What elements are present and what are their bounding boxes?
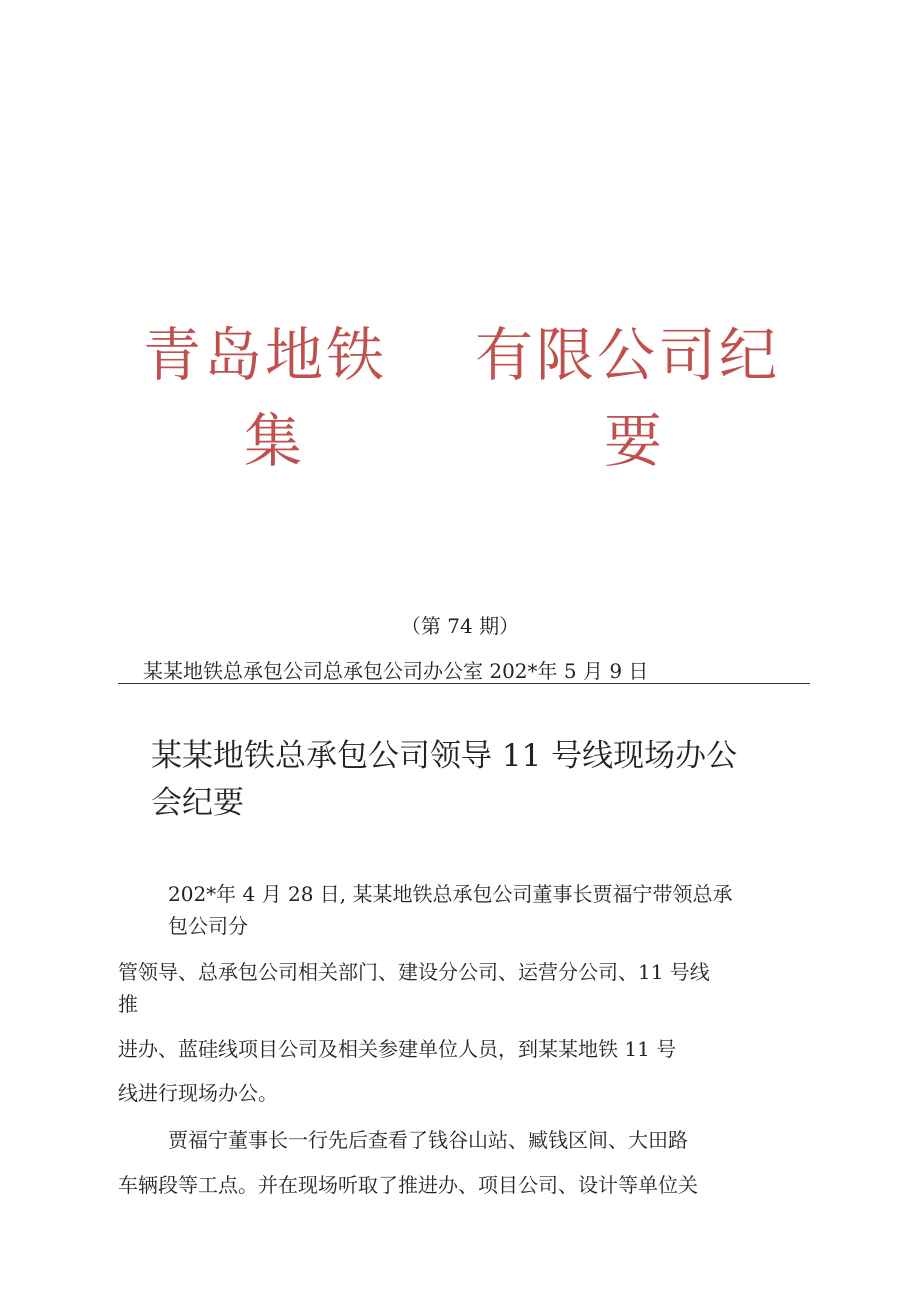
- document-title-line2: 会纪要: [151, 785, 244, 821]
- masthead-line2-left: 集: [244, 407, 303, 475]
- document-title-line1: 某某地铁总承包公司领导 11 号线现场办公: [151, 738, 738, 774]
- paragraph-line: 202*年 4 月 28 日, 某某地铁总承包公司董事长贾福宁带领总承: [168, 882, 733, 906]
- masthead-line1-right: 有限公司纪: [475, 321, 781, 389]
- issuer-date-line: 某某地铁总承包公司总承包公司办公室 202*年 5 月 9 日: [143, 659, 649, 683]
- issue-number: （第 74 期）: [400, 614, 520, 638]
- masthead-line2-right: 要: [604, 407, 663, 475]
- paragraph-line: 车辆段等工点。并在现场听取了推进办、项目公司、设计等单位关: [118, 1173, 698, 1197]
- paragraph-line: 线进行现场办公。: [118, 1081, 278, 1105]
- paragraph-line: 进办、蓝硅线项目公司及相关参建单位人员，到某某地铁 11 号: [118, 1037, 677, 1061]
- paragraph-line: 管领导、总承包公司相关部门、建设分公司、运营分公司、11 号线: [118, 960, 710, 984]
- masthead-line1-left: 青岛地铁: [143, 321, 388, 389]
- paragraph-line: 包公司分: [168, 914, 248, 938]
- paragraph-line: 贾福宁董事长一行先后查看了钱谷山站、臧钱区间、大田路: [168, 1128, 688, 1152]
- paragraph-line: 推: [118, 992, 138, 1016]
- header-divider: [118, 683, 810, 684]
